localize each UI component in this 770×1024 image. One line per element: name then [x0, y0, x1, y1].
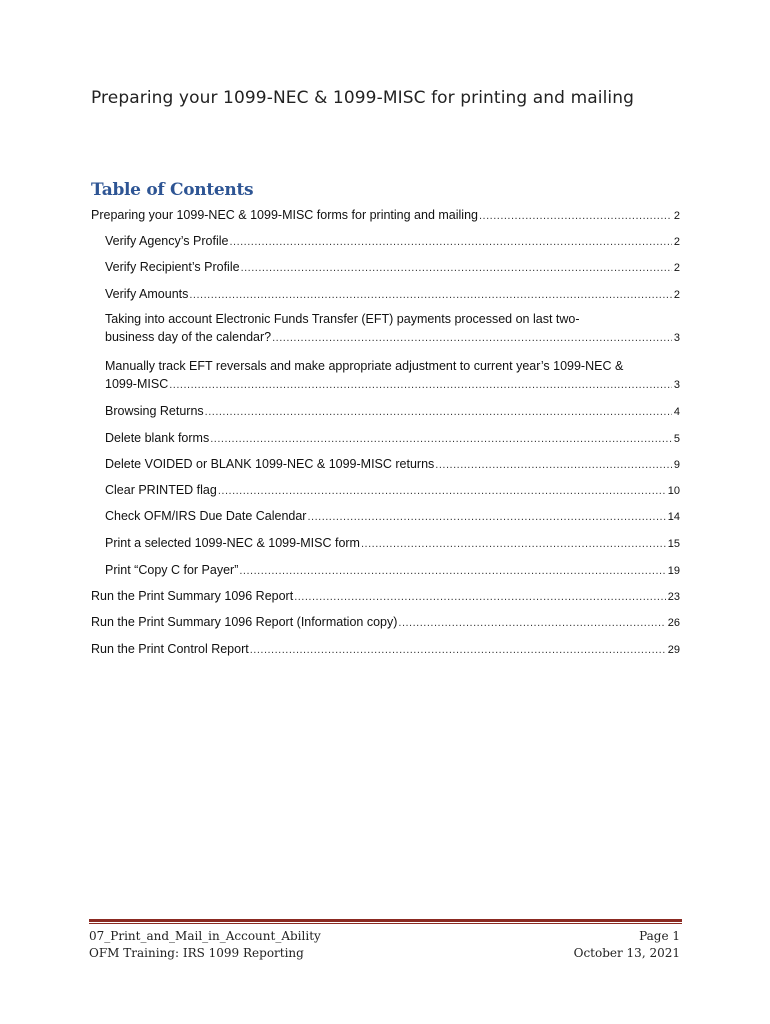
toc-page-number: 4	[673, 406, 680, 418]
toc-entry-line	[105, 310, 680, 328]
toc-entry-line	[105, 328, 680, 347]
toc-entry-text: Delete blank forms	[105, 431, 210, 445]
toc-entry-line	[105, 285, 680, 304]
toc-dot-leader	[169, 376, 672, 394]
toc-dot-leader	[272, 329, 672, 347]
toc-dot-leader	[361, 535, 666, 553]
toc-entry-text: Run the Print Control Report	[91, 642, 249, 656]
toc-entry[interactable]	[105, 232, 680, 251]
toc-dot-leader	[210, 430, 672, 448]
toc-entry-text: Check OFM/IRS Due Date Calendar	[105, 509, 307, 523]
toc-page-number: 2	[673, 236, 680, 248]
toc-page-number: 9	[673, 459, 680, 471]
toc-dot-leader	[250, 641, 666, 659]
toc-entry[interactable]	[91, 587, 680, 606]
toc-entry[interactable]	[105, 258, 680, 277]
toc-entry-text: Clear PRINTED flag	[105, 483, 217, 497]
toc-page-number: 5	[673, 433, 680, 445]
toc-entry[interactable]	[105, 561, 680, 580]
toc-entry-line	[91, 587, 680, 606]
toc-entry[interactable]	[105, 507, 680, 526]
toc-entry[interactable]	[105, 455, 680, 474]
footer-filename: 07_Print_and_Mail_in_Account_Ability	[89, 929, 321, 943]
toc-page-number: 14	[667, 511, 680, 523]
footer-left	[89, 928, 321, 962]
toc-entry-text: Taking into account Electronic Funds Transfer (EFT) payments processed on last two-	[105, 312, 580, 326]
toc-entry[interactable]	[91, 206, 680, 225]
toc-entry-text: Run the Print Summary 1096 Report	[91, 589, 294, 603]
toc-entry-line	[105, 481, 680, 500]
toc-dot-leader	[307, 508, 665, 526]
toc-entry[interactable]	[105, 429, 680, 448]
toc-heading: Table of Contents	[91, 180, 254, 200]
toc-entry-line	[105, 375, 680, 394]
toc-entry[interactable]	[105, 310, 680, 347]
toc-dot-leader	[435, 456, 672, 474]
toc-entry-text: Verify Recipient’s Profile	[105, 260, 240, 274]
toc-entry-line	[105, 357, 680, 375]
toc-entry-line	[105, 507, 680, 526]
toc-entry-line	[91, 613, 680, 632]
toc-page-number: 19	[667, 565, 680, 577]
toc-page-number: 15	[667, 538, 680, 550]
toc-entry-text: Print “Copy C for Payer”	[105, 563, 239, 577]
toc-page-number: 2	[673, 262, 680, 274]
toc-page-number: 23	[667, 591, 680, 603]
toc-dot-leader	[239, 562, 665, 580]
footer-rule	[89, 919, 682, 922]
toc-entry[interactable]	[105, 357, 680, 394]
toc-entry-line	[105, 455, 680, 474]
toc-page-number: 3	[673, 332, 680, 344]
toc-entry-text: business day of the calendar?	[105, 330, 272, 344]
toc-entry[interactable]	[105, 534, 680, 553]
footer-right	[574, 928, 680, 962]
footer-date: October 13, 2021	[573, 946, 680, 960]
toc-entry-line	[105, 561, 680, 580]
toc-dot-leader	[398, 614, 665, 632]
toc-entry-line	[105, 534, 680, 553]
toc-entry[interactable]	[105, 481, 680, 500]
document-title: Preparing your 1099-NEC & 1099-MISC for printing and mailing	[91, 88, 634, 108]
toc-entry-text: Run the Print Summary 1096 Report (Information copy)	[91, 615, 398, 629]
toc-dot-leader	[479, 207, 672, 225]
toc-dot-leader	[218, 482, 666, 500]
toc-entry-line	[91, 640, 680, 659]
toc-entry-text: Print a selected 1099-NEC & 1099-MISC form	[105, 536, 360, 550]
toc-page-number: 10	[667, 485, 680, 497]
toc-entry-line	[91, 206, 680, 225]
toc-entry-line	[105, 429, 680, 448]
toc-entry-line	[105, 258, 680, 277]
toc-entry-line	[105, 402, 680, 421]
toc-dot-leader	[229, 233, 671, 251]
toc-entry-text: Preparing your 1099-NEC & 1099-MISC forms for printing and mailing	[91, 208, 478, 222]
toc-dot-leader	[294, 588, 666, 606]
toc-entry-text: Manually track EFT reversals and make appropriate adjustment to current year’s 1099-NEC &	[105, 359, 624, 373]
toc-page-number: 3	[673, 379, 680, 391]
toc-page-number: 29	[667, 644, 680, 656]
toc-page-number: 2	[673, 210, 680, 222]
toc-page-number: 2	[673, 289, 680, 301]
toc-entry[interactable]	[91, 613, 680, 632]
toc-entry-text: Delete VOIDED or BLANK 1099-NEC & 1099-MISC returns	[105, 457, 435, 471]
toc-entry-text: 1099-MISC	[105, 377, 169, 391]
toc-entry-text: Verify Amounts	[105, 287, 189, 301]
toc-page-number: 26	[667, 617, 680, 629]
toc-dot-leader	[241, 259, 672, 277]
toc-entry[interactable]	[105, 402, 680, 421]
toc-entry-text: Verify Agency’s Profile	[105, 234, 229, 248]
footer-rule-thin	[89, 923, 682, 924]
toc-entry[interactable]	[105, 285, 680, 304]
toc-dot-leader	[189, 286, 672, 304]
toc-entry-line	[105, 232, 680, 251]
toc-entry-text: Browsing Returns	[105, 404, 204, 418]
toc-dot-leader	[205, 403, 672, 421]
footer-page-number: Page 1	[639, 929, 680, 943]
footer-course: OFM Training: IRS 1099 Reporting	[89, 946, 304, 960]
toc-entry[interactable]	[91, 640, 680, 659]
